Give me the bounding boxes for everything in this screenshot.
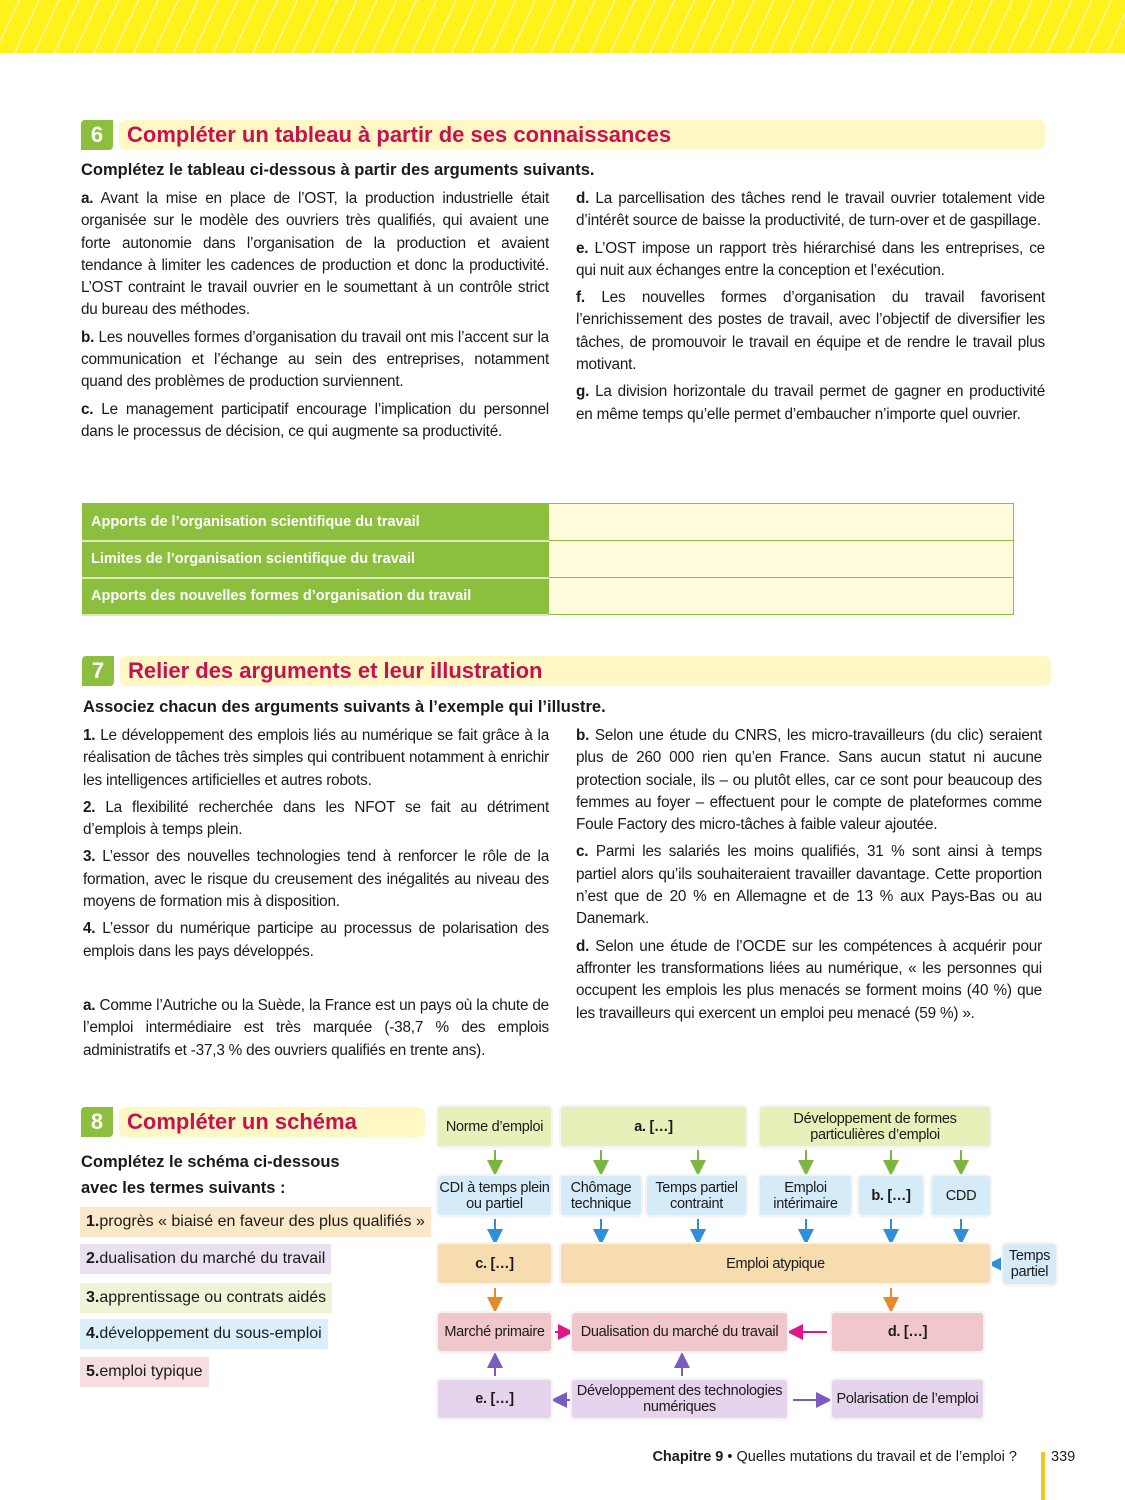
argument: f. Les nouvelles formes d’organisation du travail favorisent l’enrichissement des postes de travail, avec l’objectif de diversifier les tâches, de promouvoir le travail en équipe et de rendre le travail plus motivant. <box>576 289 1045 374</box>
box-polarisation: Polarisation de l’emploi <box>832 1380 983 1418</box>
example: d. Selon une étude de l’OCDE sur les compétences à acquérir pour affronter les transformations liées au numérique, « les personnes qui occupent les emplois les plus menacés se forment moins (40 %) que les travailleurs qui exercent un emploi peu menacé (59 %) ». <box>576 937 1042 1022</box>
argument: c. Le management participatif encourage l’implication du personnel dans le processus de décision, ce qui augmente sa productivité. <box>81 400 549 440</box>
argument: 2. La flexibilité recherchée dans les NFOT se fait au détriment d’emplois à temps plein. <box>83 798 549 839</box>
row-label: Apports des nouvelles formes d’organisation du travail <box>83 578 549 615</box>
box-cdd: CDD <box>932 1176 990 1215</box>
argument: 3. L’essor des nouvelles technologies tend à renforcer le rôle de la formation, avec le risque du creusement des inégalités au niveau des moyens de formation mis à disposition. <box>83 848 549 911</box>
exercise-title: Compléter un tableau à partir de ses connaissances <box>119 120 1045 150</box>
row-label: Apports de l’organisation scientifique du travail <box>83 504 549 541</box>
blank-c[interactable]: c. […] <box>438 1244 551 1283</box>
example: c. Parmi les salariés les moins qualifiés, 31 % sont ainsi à temps partiel alors qu’ils souhaiteraient travailler davantage. Cette proportion n’est que de 20 % en Allemagne et de 13 % aux Pays-Bas ou au Danemark. <box>576 843 1042 928</box>
term-item: 5. emploi typique <box>80 1357 209 1387</box>
page-footer <box>652 1449 1017 1465</box>
box-temps-partiel: Temps partiel <box>1003 1244 1056 1284</box>
exercise-title: Compléter un schéma <box>119 1107 425 1137</box>
page-number: 339 <box>1051 1449 1076 1465</box>
intro-line: Complétez le schéma ci-dessous <box>81 1153 340 1171</box>
term-item: 4. développement du sous-emploi <box>80 1319 328 1349</box>
exercise-number: 6 <box>81 120 113 150</box>
argument: b. Les nouvelles formes d’organisation du travail ont mis l’accent sur la communication et l’échange au sein des entreprises, notamment quand des problèmes de production surviennent. <box>81 328 549 391</box>
box-dualisation: Dualisation du marché du travail <box>572 1313 787 1351</box>
exercise-number: 8 <box>81 1107 113 1137</box>
box-norme-emploi: Norme d’emploi <box>438 1107 551 1146</box>
page-marker <box>1041 1452 1045 1500</box>
blank-d[interactable]: d. […] <box>832 1313 983 1351</box>
term-item: 3. apprentissage ou contrats aidés <box>80 1283 332 1313</box>
blank-b[interactable]: b. […] <box>859 1176 923 1215</box>
argument: 1. Le développement des emplois liés au numérique se fait grâce à la réalisation de tâches très simples qui contribuent notamment à enrichir les intelligences artificielles et autres robots. <box>83 727 549 789</box>
separator: • <box>723 1449 737 1465</box>
intro-line: avec les termes suivants : <box>81 1179 286 1197</box>
argument: e. L’OST impose un rapport très hiérarchisé dans les entreprises, ce qui nuit aux échanges entre la conception et l’exécution. <box>576 239 1045 279</box>
box-dev-technologies: Développement des technologies numériques <box>572 1380 787 1418</box>
chapter-title: Quelles mutations du travail et de l’emploi ? <box>736 1449 1017 1465</box>
term-item: 2. dualisation du marché du travail <box>80 1244 331 1274</box>
box-marche-primaire: Marché primaire <box>438 1313 551 1351</box>
argument: 4. L’essor du numérique participe au processus de polarisation des emplois dans les pays développés. <box>83 920 549 960</box>
box-temps-partiel-contraint: Temps partiel contraint <box>647 1176 746 1215</box>
example: a. Comme l’Autriche ou la Suède, la France est un pays où la chute de l’emploi intermédiaire est très marquée (-38,7 % des emplois administratifs et -37,3 % des ouvriers qualifiés en trente ans). <box>83 996 549 1059</box>
exercise-intro: Associez chacun des arguments suivants à l’exemple qui l’illustre. <box>83 698 606 716</box>
exercise-intro: Complétez le tableau ci-dessous à partir des arguments suivants. <box>81 161 595 179</box>
box-cdi: CDI à temps plein ou partiel <box>438 1176 551 1215</box>
blank-e[interactable]: e. […] <box>438 1380 551 1418</box>
argument: d. La parcellisation des tâches rend le travail ouvrier totalement vide d’intérêt source de baisse la productivité, de turn-over et de gaspillage. <box>576 190 1045 230</box>
term-item: 1. progrès « biaisé en faveur des plus qualifiés » <box>80 1207 431 1237</box>
example: b. Selon une étude du CNRS, les micro-travailleurs (du clic) seraient plus de 260 000 rien qu’en France. Sans aucun statut ni aucune protection sociale, ils – ou plutôt elles, car ce sont pour beaucoup des femmes au foyer – effectuent pour le compte de plateformes comme Foule Factory des micro-tâches à faible valeur ajoutée. <box>576 727 1042 834</box>
blank-a[interactable]: a. […] <box>561 1107 746 1146</box>
box-emploi-interimaire: Emploi intérimaire <box>760 1176 851 1215</box>
box-chomage-technique: Chômage technique <box>561 1176 641 1215</box>
box-emploi-atypique: Emploi atypique <box>561 1244 990 1283</box>
argument: g. La division horizontale du travail permet de gagner en productivité en même temps qu’elle permet d’embaucher n’importe quel ouvrier. <box>576 383 1045 423</box>
box-dev-formes-particulieres: Développement de formes particulières d’emploi <box>760 1107 990 1146</box>
row-label: Limites de l’organisation scientifique du travail <box>83 541 549 578</box>
argument: a. Avant la mise en place de l’OST, la production industrielle était organisée sur le modèle des ouvriers très qualifiés, qui avaient une forte autonomie dans l’organisation de la production et avaient tendance à limiter les cadences de production et donc la productivité. L’OST contraint le travail ouvrier en le soumettant à un contrôle strict du bureau des méthodes. <box>81 190 549 319</box>
exercise-number: 7 <box>82 656 114 686</box>
chapter-label: Chapitre 9 <box>652 1449 724 1465</box>
exercise-title: Relier des arguments et leur illustration <box>120 656 1051 686</box>
